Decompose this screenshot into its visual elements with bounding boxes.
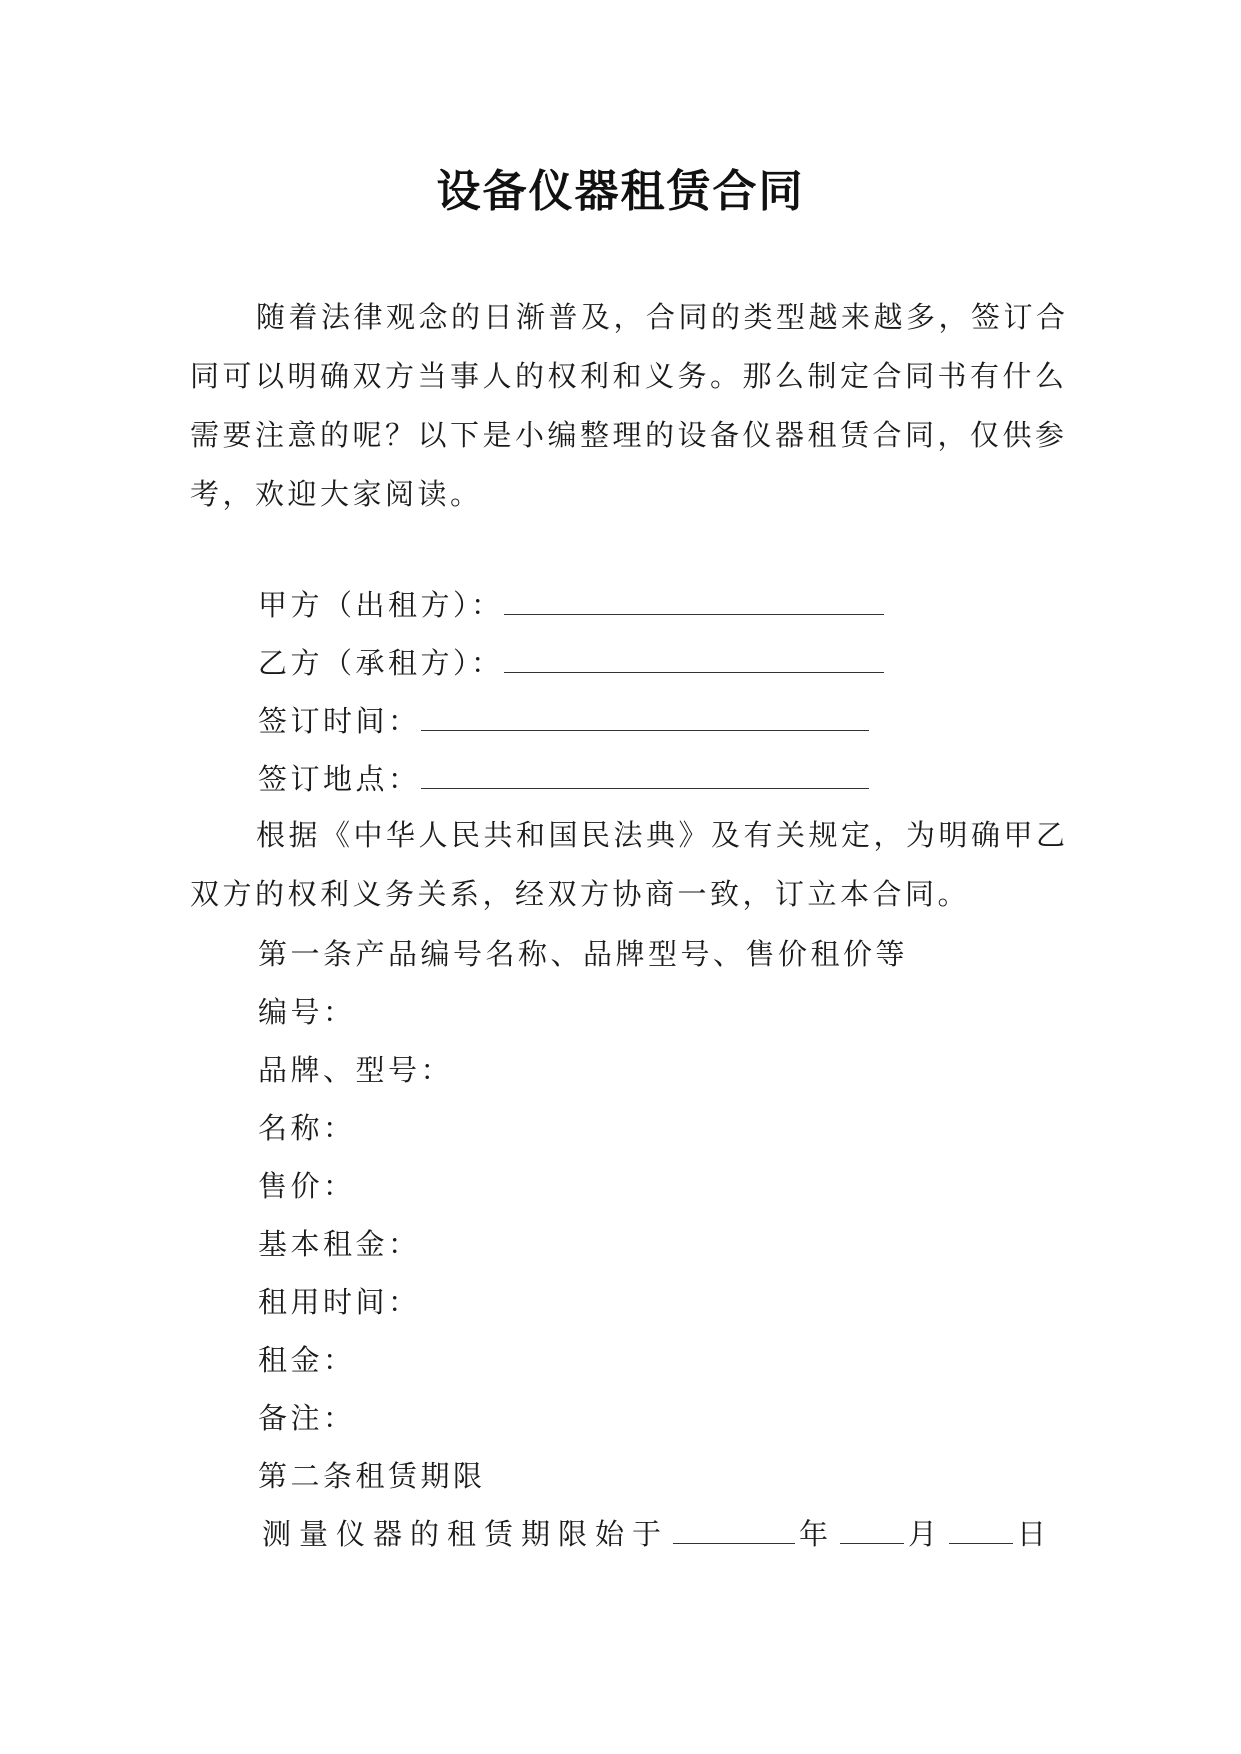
rental-term-prefix: 测量仪器的租赁期限始于: [262, 1517, 670, 1551]
document-title: 设备仪器租赁合同: [436, 166, 805, 217]
sign-place-field: [258, 757, 869, 798]
sign-time-field: [258, 699, 869, 740]
year-label: 年: [799, 1517, 837, 1551]
month-blank[interactable]: [840, 1515, 904, 1544]
day-label: 日: [1017, 1517, 1055, 1551]
party-a-label: 甲方（出租方）：: [258, 588, 504, 622]
party-a-blank[interactable]: [504, 584, 884, 615]
sign-time-blank[interactable]: [421, 700, 869, 731]
sign-place-blank[interactable]: [421, 758, 869, 789]
article1-item-rent: 租金：: [258, 1343, 356, 1377]
year-blank[interactable]: [673, 1515, 795, 1544]
basis-paragraph: 根据《中华人民共和国民法典》及有关规定，为明确甲乙双方的权利义务关系，经双方协商一致，订立本合同。: [190, 818, 1069, 911]
article1-heading: 第一条产品编号名称、品牌型号、售价租价等: [258, 937, 909, 971]
article2-heading: 第二条租赁期限: [258, 1459, 486, 1493]
article1-item-rental-time: 租用时间：: [258, 1285, 421, 1319]
rental-term-line: [262, 1512, 1054, 1553]
sign-time-label: 签订时间：: [258, 704, 421, 738]
article1-item-number: 编号：: [258, 995, 356, 1029]
article1-item-remarks: 备注：: [258, 1401, 356, 1435]
day-blank[interactable]: [949, 1515, 1013, 1544]
month-label: 月: [908, 1517, 946, 1551]
article1-item-base-rent: 基本租金：: [258, 1227, 421, 1261]
article1-item-price: 售价：: [258, 1169, 356, 1203]
sign-place-label: 签订地点：: [258, 762, 421, 796]
intro-paragraph: 随着法律观念的日渐普及，合同的类型越来越多，签订合同可以明确双方当事人的权利和义务。那么制定合同书有什么需要注意的呢？以下是小编整理的设备仪器租赁合同，仅供参考，欢迎大家阅读。: [190, 300, 1069, 511]
article1-item-brand-model: 品牌、型号：: [258, 1053, 454, 1087]
party-b-field: [258, 641, 884, 682]
party-b-blank[interactable]: [504, 642, 884, 673]
article1-item-name: 名称：: [258, 1111, 356, 1145]
party-a-field: [258, 583, 884, 624]
party-b-label: 乙方（承租方）：: [258, 646, 504, 680]
